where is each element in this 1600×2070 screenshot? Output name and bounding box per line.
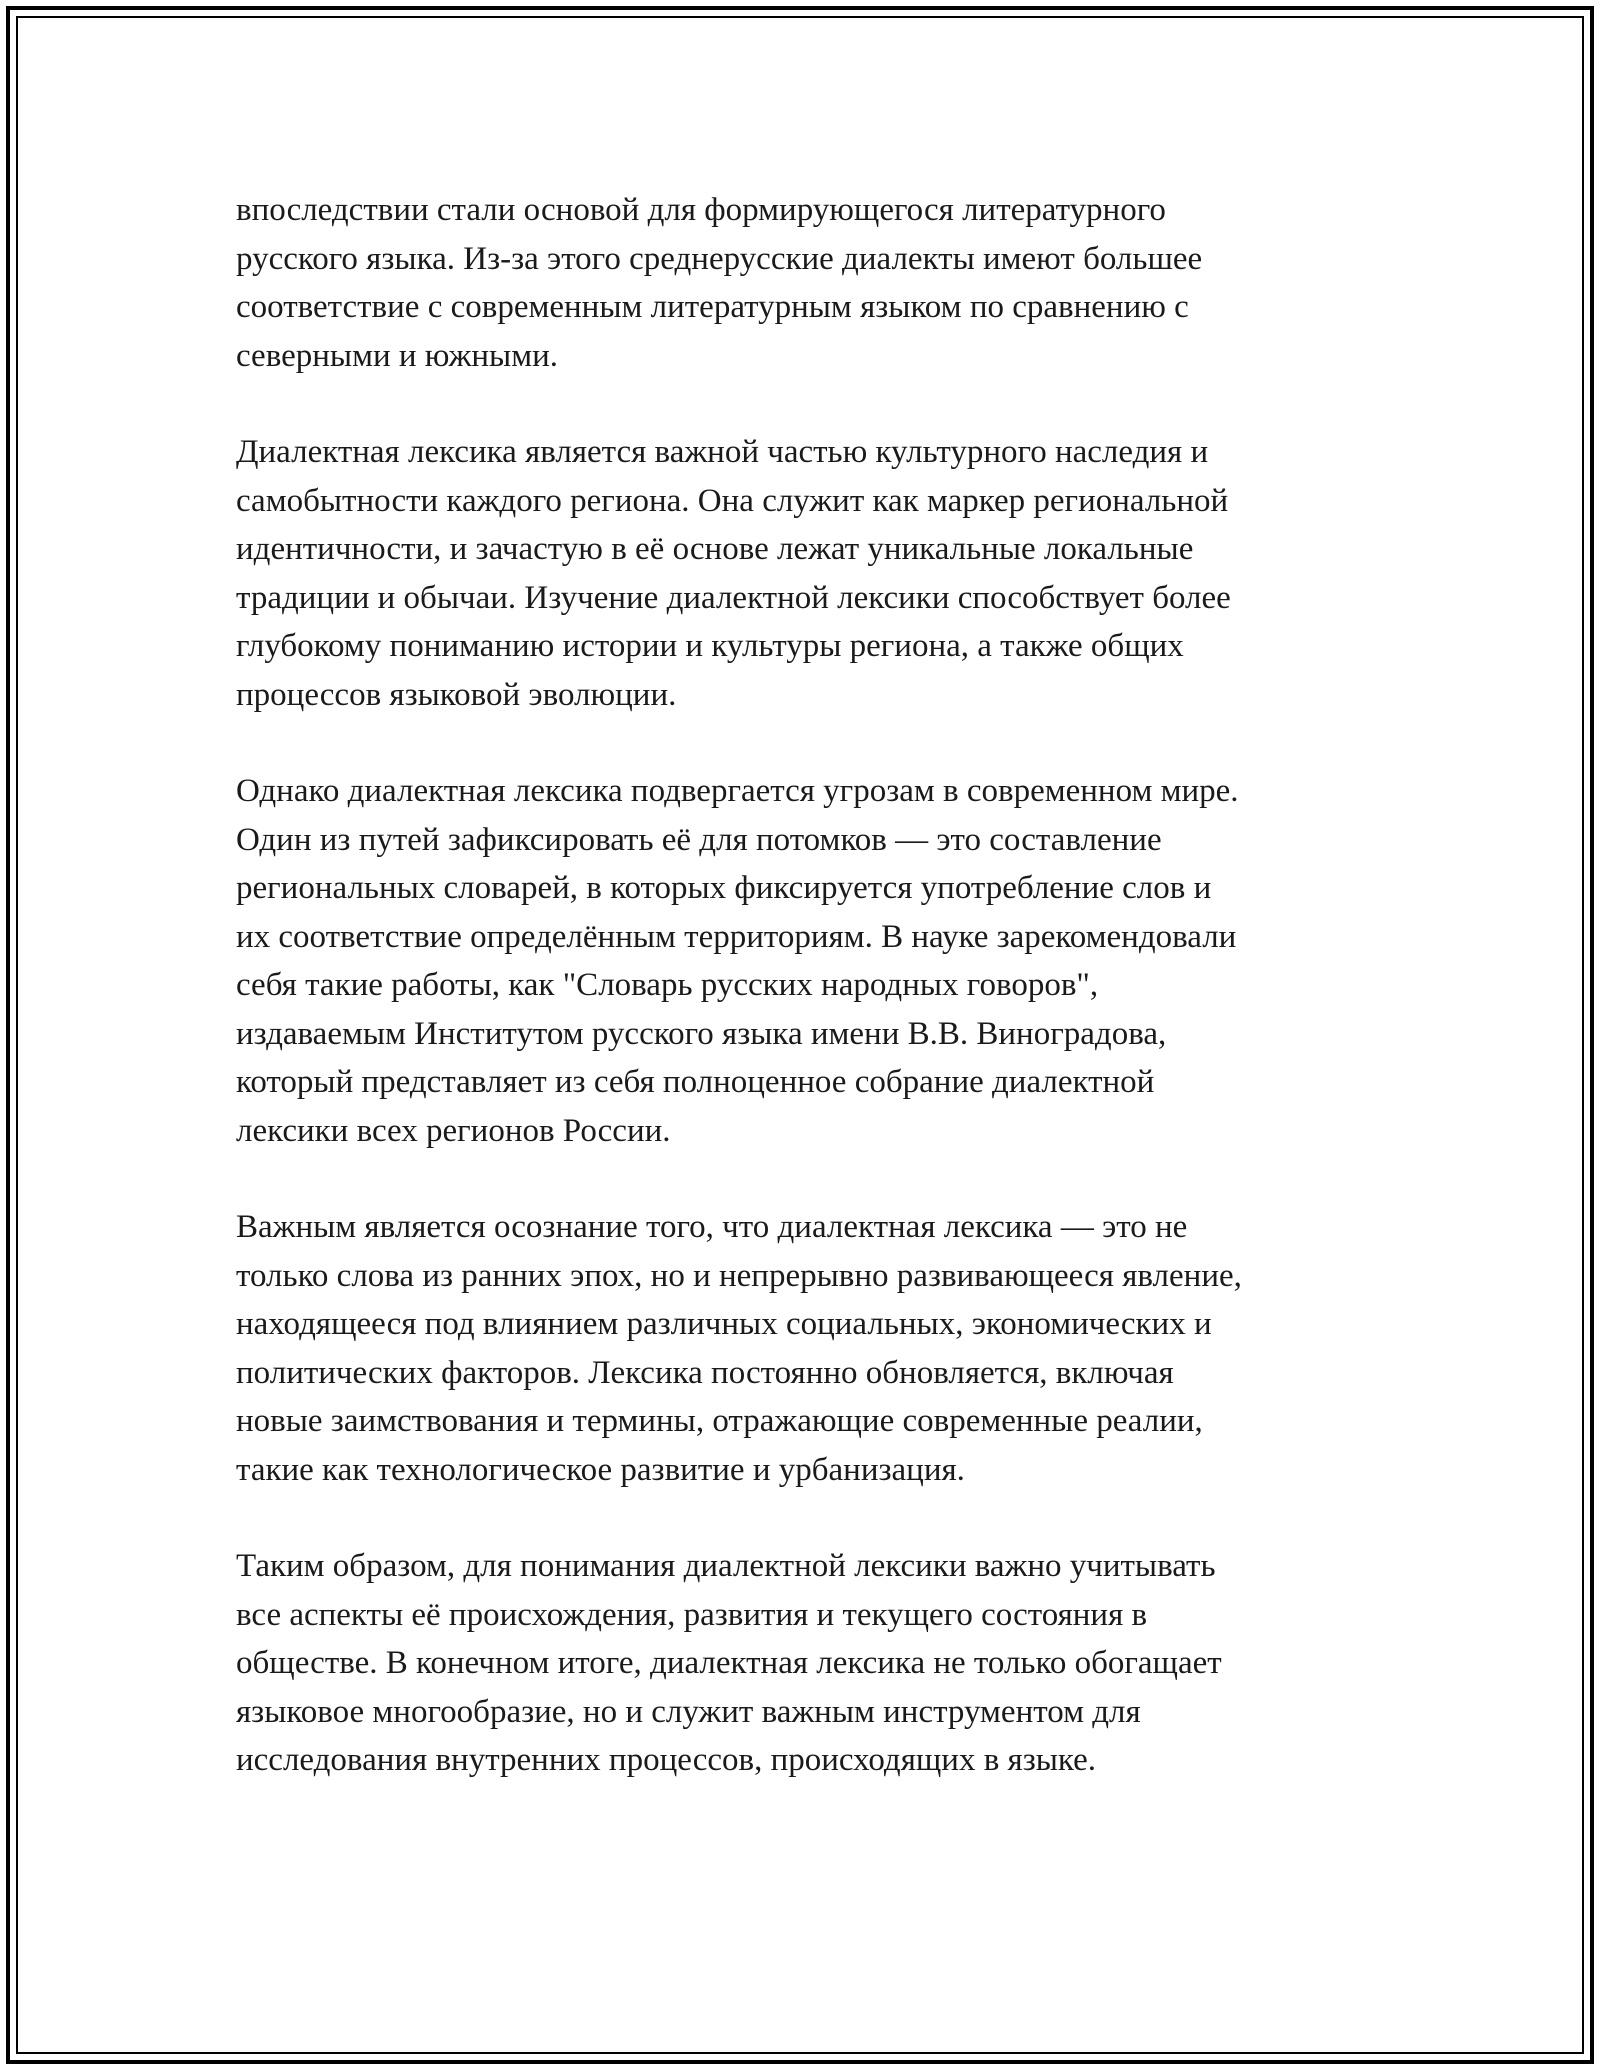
paragraph-1: впоследствии стали основой для формирующегося литературного русского языка. Из-за этого среднерусские диалекты имеют большее соответствие с современным литературным языком по сравнению с северными и южными. (236, 192, 1203, 374)
paragraph-4: Важным является осознание того, что диалектная лексика — это не только слова из ранних эпох, но и непрерывно развивающееся явление, находящееся под влиянием различных социальных, экономических и политических факторов. Лексика постоянно обновляется, включая новые заимствования и термины, отражающие современные реалии, такие как технологическое развитие и урбанизация. (236, 1209, 1242, 1488)
paragraph-3: Однако диалектная лексика подвергается угрозам в современном мире. Один из путей зафиксировать её для потомков — это составление региональных словарей, в которых фиксируется употребление слов и их соответствие определённым территориям. В науке зарекомендовали себя такие работы, как "Словарь русских народных говоров", издаваемым Институтом русского языка имени В.В. Виноградова, который представляет из себя полноценное собрание диалектной лексики всех регионов России. (236, 773, 1239, 1149)
document-body (236, 186, 1366, 1833)
paragraph-2: Диалектная лексика является важной частью культурного наследия и самобытности каждого региона. Она служит как маркер региональной идентичности, и зачастую в её основе лежат уникальные локальные традиции и обычаи. Изучение диалектной лексики способствует более глубокому пониманию истории и культуры региона, а также общих процессов языковой эволюции. (236, 434, 1231, 713)
paragraph-5: Таким образом, для понимания диалектной лексики важно учитывать все аспекты её происхождения, развития и текущего состояния в обществе. В конечном итоге, диалектная лексика не только обогащает языковое многообразие, но и служит важным инструментом для исследования внутренних процессов, происходящих в языке. (236, 1548, 1222, 1778)
